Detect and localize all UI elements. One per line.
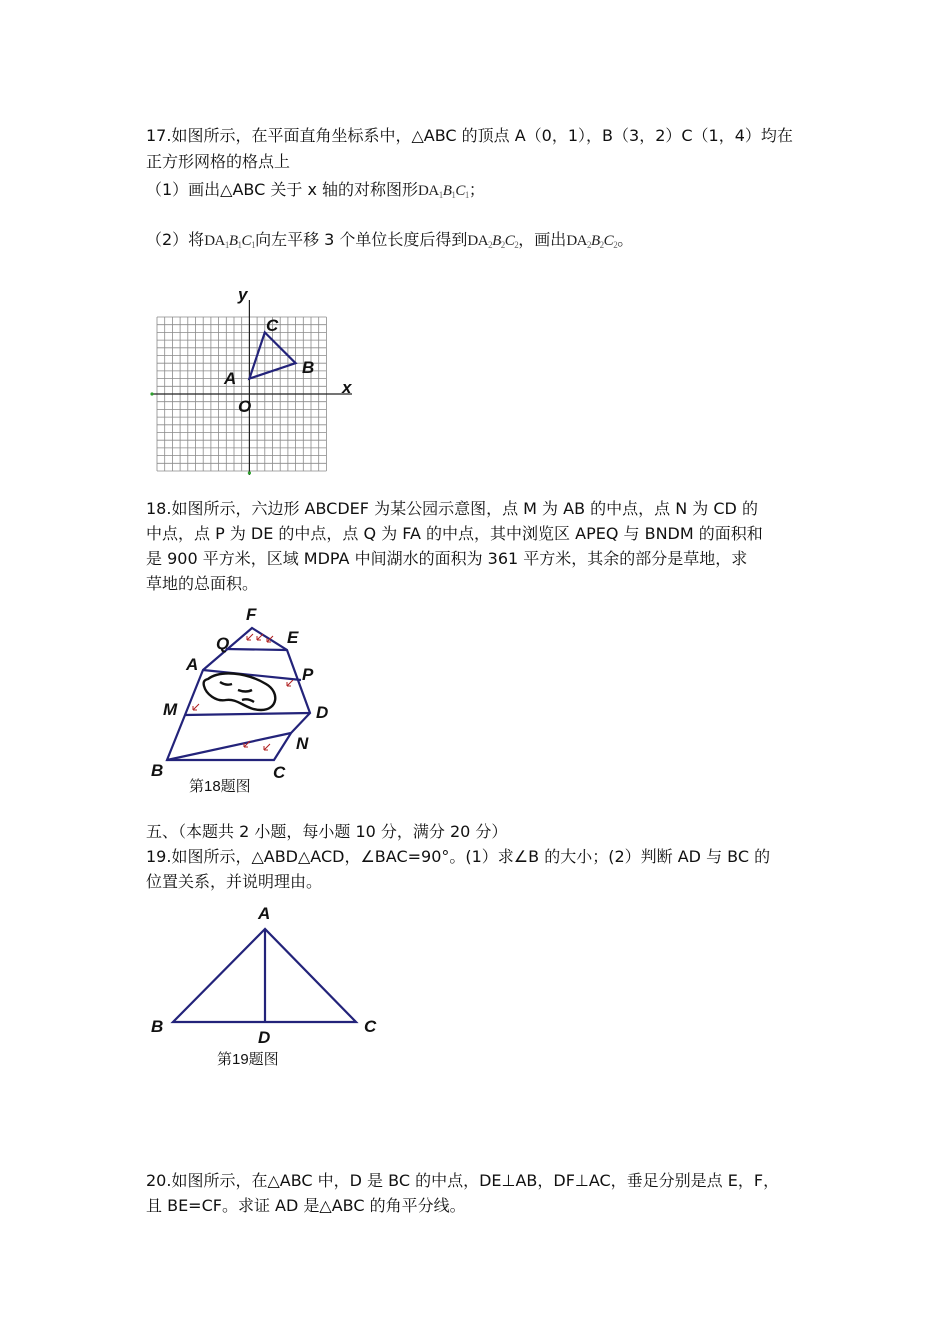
section-heading: 五、（本题共 2 小题，每小题 10 分，满分 20 分） bbox=[146, 822, 508, 841]
segment-bn bbox=[167, 733, 291, 760]
formula-triangle-a1b1c1: $DA_1B_1C_1$ bbox=[204, 233, 256, 250]
segment-qe bbox=[226, 649, 287, 650]
q19-triangle-figure bbox=[146, 900, 396, 1075]
label-c: C bbox=[364, 1017, 377, 1036]
label-b: B bbox=[151, 1017, 164, 1036]
q18-line2: 中点，点 P 为 DE 的中点，点 Q 为 FA 的中点，其中浏览区 APEQ 与 BNDM 的面积和 bbox=[146, 524, 763, 543]
label-b: B bbox=[151, 761, 164, 780]
q18-line4: 草地的总面积。 bbox=[146, 574, 259, 593]
lake-scribble bbox=[204, 673, 276, 710]
q18-line3: 是 900 平方米，区域 MDPA 中间湖水的面积为 361 平方米，其余的部分是草地，求 bbox=[146, 549, 748, 568]
label-x: x bbox=[342, 378, 352, 397]
label-a: A bbox=[258, 904, 271, 923]
label-m: M bbox=[163, 700, 178, 719]
q20-line1: 20.如图所示，在△ABC 中，D 是 BC 的中点，DE⊥AB，DF⊥AC，垂足分别是点 E，F， bbox=[146, 1171, 780, 1190]
q20-line2: 且 BE=CF。求证 AD 是△ABC 的角平分线。 bbox=[146, 1196, 466, 1215]
q18-hexagon-figure bbox=[146, 600, 356, 800]
label-q: Q bbox=[216, 634, 230, 653]
label-d: D bbox=[316, 703, 329, 722]
formula-triangle-a2b2c2: $DA_2B_2C_2$ bbox=[566, 233, 618, 250]
q17-line1: 17.如图所示，在平面直角坐标系中，△ABC 的顶点 A（0，1），B（3，2）C（1，4）均在 bbox=[146, 126, 793, 145]
figure-caption: 第19题图 bbox=[217, 1051, 279, 1068]
label-p: P bbox=[302, 665, 314, 684]
label-a: A bbox=[186, 655, 199, 674]
q19-line2: 位置关系，并说明理由。 bbox=[146, 872, 323, 891]
label-e: E bbox=[287, 628, 299, 647]
q17-line2: 正方形网格的格点上 bbox=[146, 152, 291, 171]
label-f: F bbox=[246, 605, 257, 624]
formula-triangle-a2b2c2: $DA_2B_2C_2$ bbox=[467, 233, 519, 250]
axis-endpoint bbox=[150, 392, 153, 395]
label-n: N bbox=[296, 734, 309, 753]
formula-triangle-a1b1c1: $DA_1B_1C_1$ bbox=[418, 183, 469, 200]
q17-part1-text: （1）画出△ABC 关于 x 轴的对称图形 bbox=[146, 180, 419, 199]
q17-line3: （1）画出△ABC 关于 x 轴的对称图形$DA_1B_1C_1$； bbox=[146, 180, 485, 200]
label-b: B bbox=[302, 358, 315, 377]
q17-grid-figure bbox=[146, 280, 366, 480]
axis-endpoint bbox=[248, 471, 251, 474]
label-c: C bbox=[273, 763, 286, 782]
label-c: C bbox=[266, 316, 279, 335]
segment-md bbox=[185, 713, 310, 715]
figure-caption: 第18题图 bbox=[189, 778, 251, 795]
label-y: y bbox=[238, 285, 248, 304]
label-d: D bbox=[258, 1028, 271, 1047]
label-origin: O bbox=[238, 397, 252, 416]
label-a: A bbox=[224, 369, 237, 388]
q18-line1: 18.如图所示，六边形 ABCDEF 为某公园示意图，点 M 为 AB 的中点，点 N 为 CD 的 bbox=[146, 499, 758, 518]
q19-line1: 19.如图所示，△ABD△ACD，∠BAC=90°。(1）求∠B 的大小；(2）判断 AD 与 BC 的 bbox=[146, 847, 771, 866]
hexagon-abcdef bbox=[167, 628, 310, 760]
q17-line4: （2）将$DA_1B_1C_1$向左平移 3 个单位长度后得到$DA_2B_2C_2$，画出$DA_2B_2C_2$。 bbox=[146, 230, 634, 250]
